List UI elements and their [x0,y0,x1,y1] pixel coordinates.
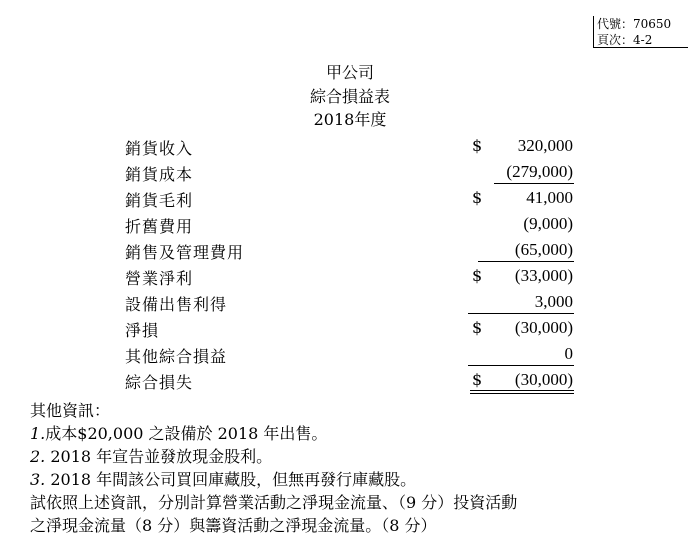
other-info [30,399,517,537]
row-amount: 41,000 [526,188,573,207]
row-amount: (65,000) [514,240,573,259]
dollar-sign: $ [472,188,483,207]
statement-year: 2018年度 [313,110,387,129]
notes-heading: 其他資訊： [30,401,111,420]
row-label: 營業淨利 [125,269,194,288]
row-label: 綜合損失 [125,373,194,392]
underline [468,313,574,314]
underline [478,261,574,262]
list-item [30,468,517,491]
page-number: 頁次：4-2 [597,33,653,47]
dollar-sign: $ [472,266,483,285]
dollar-sign: $ [472,318,483,337]
row-label: 其他綜合損益 [125,347,228,366]
row-amount: (30,000) [514,370,573,389]
double-underline [470,390,574,391]
table-row [125,186,575,212]
row-amount: 0 [564,344,573,363]
row-amount: (30,000) [514,318,573,337]
row-label: 銷貨收入 [125,139,194,158]
statement-title: 綜合損益表 [309,87,390,106]
table-row [125,264,575,290]
table-row [125,316,575,342]
row-label: 銷售及管理費用 [125,243,245,262]
row-label: 淨損 [125,321,160,340]
double-underline [470,393,574,394]
company-name: 甲公司 [325,63,374,82]
item-number: 3. [30,470,46,489]
row-label: 銷貨毛利 [125,191,194,210]
table-row [125,212,575,238]
item-number: 2. [30,447,46,466]
underline [468,365,574,366]
dollar-sign: $ [472,370,483,389]
row-amount: (33,000) [514,266,573,285]
row-label: 設備出售利得 [125,295,228,314]
row-amount: 3,000 [534,292,573,311]
item-number: 1. [30,424,46,443]
row-label: 折舊費用 [125,217,194,236]
dollar-sign: $ [472,136,483,155]
item-text: 2018 年間該公司買回庫藏股，但無再發行庫藏股。 [50,470,417,489]
row-label: 銷貨成本 [125,165,194,184]
item-text: 成本$20,000 之設備於 2018 年出售。 [45,424,328,443]
underline [494,183,574,184]
row-amount: (9,000) [523,214,573,233]
exam-code: 代號：70650 [597,17,672,31]
row-amount: (279,000) [506,162,573,181]
list-item [30,445,517,468]
list-item [30,422,517,445]
row-amount: 320,000 [517,136,573,155]
question-text: 試依照上述資訊，分別計算營業活動之淨現金流量、（9 分）投資活動 [30,493,518,512]
question-text: 之淨現金流量（8 分）與籌資活動之淨現金流量。（8 分） [30,516,437,535]
item-text: 2018 年宣告並發放現金股利。 [50,447,273,466]
table-row [125,134,575,160]
exam-code-box [593,16,688,48]
